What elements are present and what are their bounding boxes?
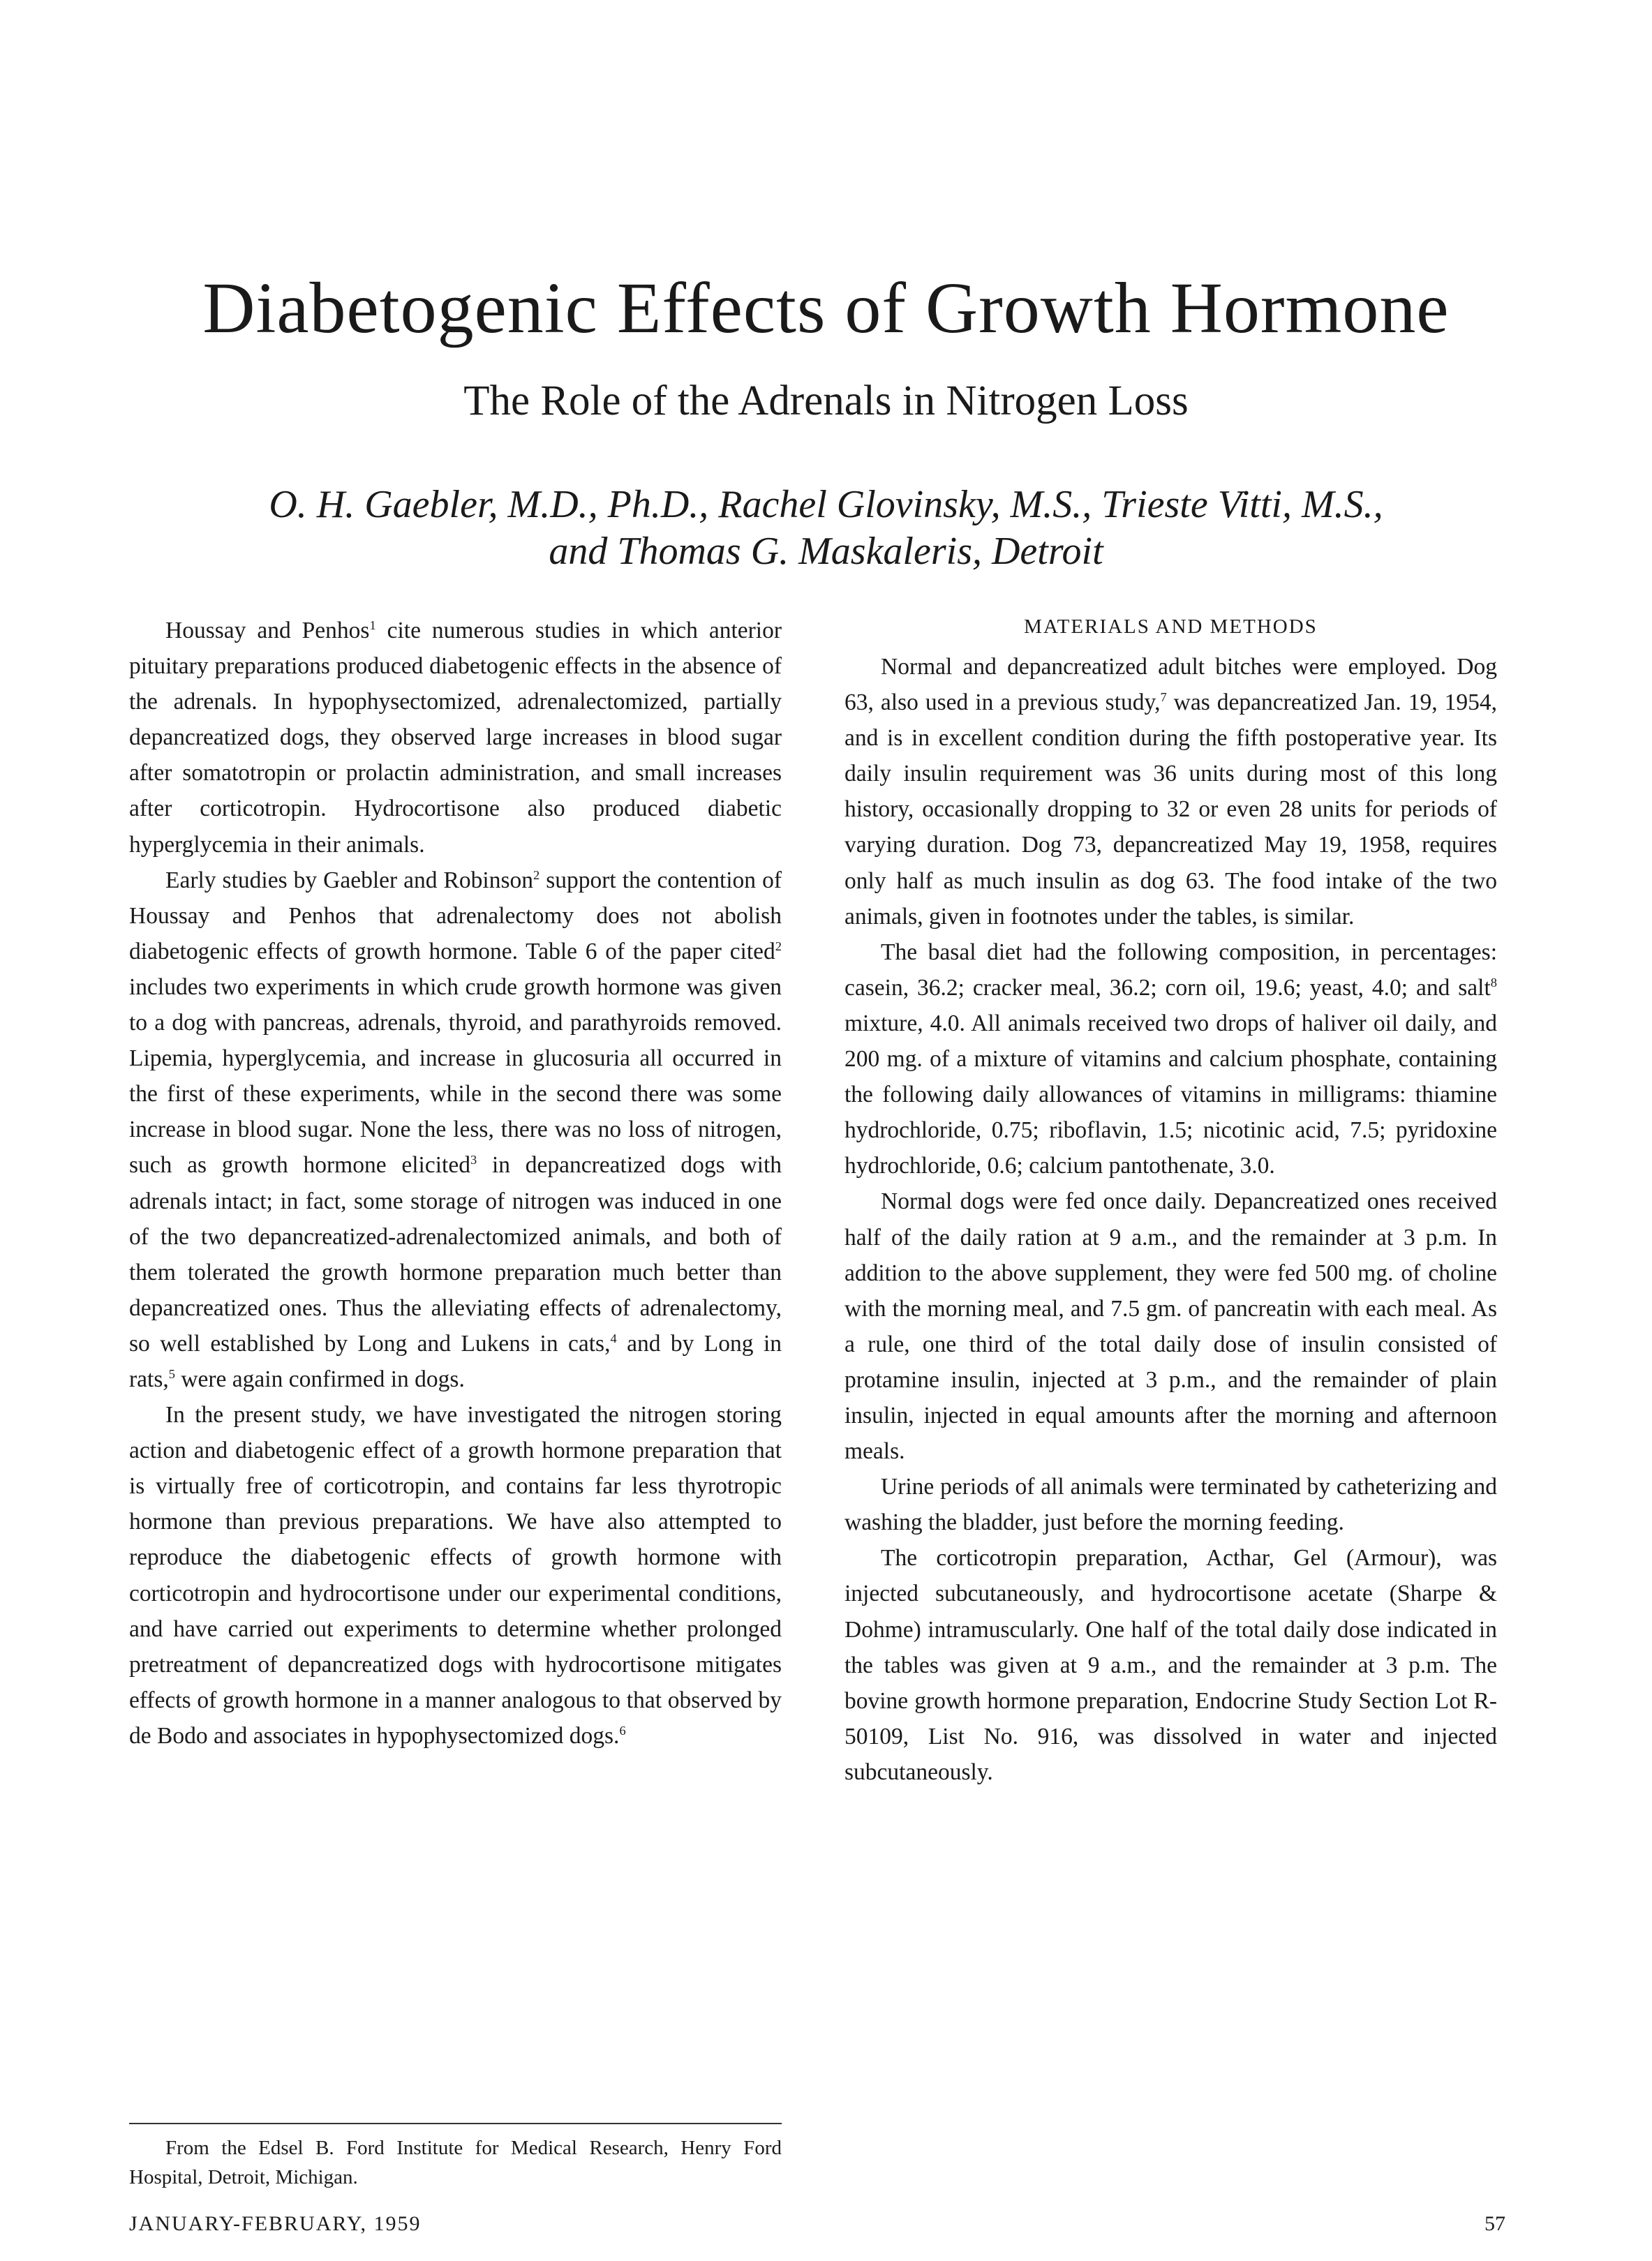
citation-ref: 6: [619, 1723, 626, 1738]
methods-paragraph-5: The corticotropin preparation, Acthar, Gel (Armour), was injected subcutaneously, and hydrocortisone acetate (Sharpe & Dohme) intramuscularly. One half of the total daily dose indicated in the tables was given at 9 a.m., and the remainder at 3 p.m. The bovine growth hormone preparation, Endocrine Study Section Lot R-50109, List No. 916, was dissolved in water and injected subcutaneously.: [844, 1545, 1497, 1785]
intro-paragraph-1: Houssay and Penhos$^1$ cite numerous studies in which anterior pituitary preparations produced diabetogenic effects in the absence of the adrenals. In hypophysectomized, adrenalectomized, partially depancreatized dogs, they observed large increases in blood sugar after somatotropin or prolactin administration, and small increases after corticotropin. Hydrocortisone also produced diabetic hyperglycemia in their animals.: [129, 618, 782, 858]
citation-ref: 8: [1490, 975, 1497, 990]
article-subtitle: The Role of the Adrenals in Nitrogen Loss: [463, 378, 1189, 424]
page-number: 57: [1484, 2212, 1505, 2235]
citation-ref: 7: [1160, 689, 1167, 704]
author-list: [0, 482, 1652, 575]
methods-paragraph-3: Normal dogs were fed once daily. Depancreatized ones received half of the daily ration at 9 a.m., and the remainder at 3 p.m. In addition to the above supplement, they were fed 500 mg. of choline with the morning meal, and 7.5 gm. of pancreatin with each meal. As a rule, one third of the total daily dose of insulin consisted of protamine insulin, injected at 3 p.m., and the remainder of plain insulin, injected in equal amounts after the morning and afternoon meals.: [844, 1188, 1497, 1465]
right-column: [844, 613, 1497, 1790]
article-title: Diabetogenic Effects of Growth Hormone: [202, 268, 1450, 348]
methods-paragraph-1: Normal and depancreatized adult bitches were employed. Dog 63, also used in a previous study,$^7$ was depancreatized Jan. 19, 1954, and is in excellent condition during the fifth postoperative year. Its daily insulin requirement was 36 units during most of this long history, occasionally dropping to 32 or even 28 units for periods of varying duration. Dog 73, depancreatized May 19, 1958, requires only half as much insulin as dog 63. The food intake of the two animals, given in footnotes under the tables, is similar.: [844, 654, 1497, 930]
intro-paragraph-3: In the present study, we have investigated the nitrogen storing action and diabetogenic effect of a growth hormone preparation that is virtually free of corticotropin, and contains far less thyrotropic hormone than previous preparations. We have also attempted to reproduce the diabetogenic effects of growth hormone with corticotropin and hydrocortisone under our experimental conditions, and have carried out experiments to determine whether prolonged pretreatment of depancreatized dogs with hydrocortisone mitigates effects of growth hormone in a manner analogous to that observed by de Bodo and associates in hypophysectomized dogs.$^6$: [129, 1402, 782, 1749]
citation-ref: 3: [470, 1153, 477, 1167]
citation-ref: 5: [168, 1366, 175, 1381]
intro-paragraph-2: Early studies by Gaebler and Robinson$^2$ support the contention of Houssay and Penhos that adrenalectomy does not abolish diabetogenic effects of growth hormone. Table 6 of the paper cited$^2$ includes two experiments in which crude growth hormone was given to a dog with pancreas, adrenals, thyroid, and parathyroids removed. Lipemia, hyperglycemia, and increase in glucosuria all occurred in the first of these experiments, while in the second there was some increase in blood sugar. None the less, there was no loss of nitrogen, such as growth hormone elicited$^3$ in depancreatized dogs with adrenals intact; in fact, some storage of nitrogen was induced in one of the two depancreatized-adrenalectomized animals, and both of them tolerated the growth hormone preparation much better than depancreatized ones. Thus the alleviating effects of adrenalectomy, so well established by Long and Lukens in cats,$^4$ and by Long in rats,$^5$ were again confirmed in dogs.: [129, 867, 782, 1392]
affiliation-footnote: From the Edsel B. Ford Institute for Medical Research, Henry Ford Hospital, Detroit, Michigan.: [129, 2137, 782, 2188]
author-line-1: O. H. Gaebler, M.D., Ph.D., Rachel Glovinsky, M.S., Trieste Vitti, M.S.,: [269, 483, 1383, 526]
issue-date: JANUARY-FEBRUARY, 1959: [129, 2212, 422, 2235]
citation-ref: 1: [369, 618, 376, 632]
section-heading: MATERIALS AND METHODS: [1024, 615, 1318, 638]
author-line-2: and Thomas G. Maskaleris, Detroit: [549, 530, 1103, 574]
left-column: [129, 613, 782, 1754]
citation-ref: 2: [775, 939, 782, 953]
citation-ref: 4: [610, 1331, 617, 1345]
citation-ref: 2: [533, 867, 540, 882]
methods-paragraph-4: Urine periods of all animals were terminated by catheterizing and washing the bladder, just before the morning feeding.: [844, 1474, 1497, 1536]
methods-paragraph-2: The basal diet had the following composition, in percentages: casein, 36.2; cracker meal, 36.2; corn oil, 19.6; yeast, 4.0; and salt$^8$ mixture, 4.0. All animals received two drops of haliver oil daily, and 200 mg. of a mixture of vitamins and calcium phosphate, containing the following daily allowances of vitamins in milligrams: thiamine hydrochloride, 0.75; riboflavin, 1.5; nicotinic acid, 7.5; pyridoxine hydrochloride, 0.6; calcium pantothenate, 3.0.: [844, 939, 1497, 1179]
footnote-divider: [129, 2123, 782, 2124]
